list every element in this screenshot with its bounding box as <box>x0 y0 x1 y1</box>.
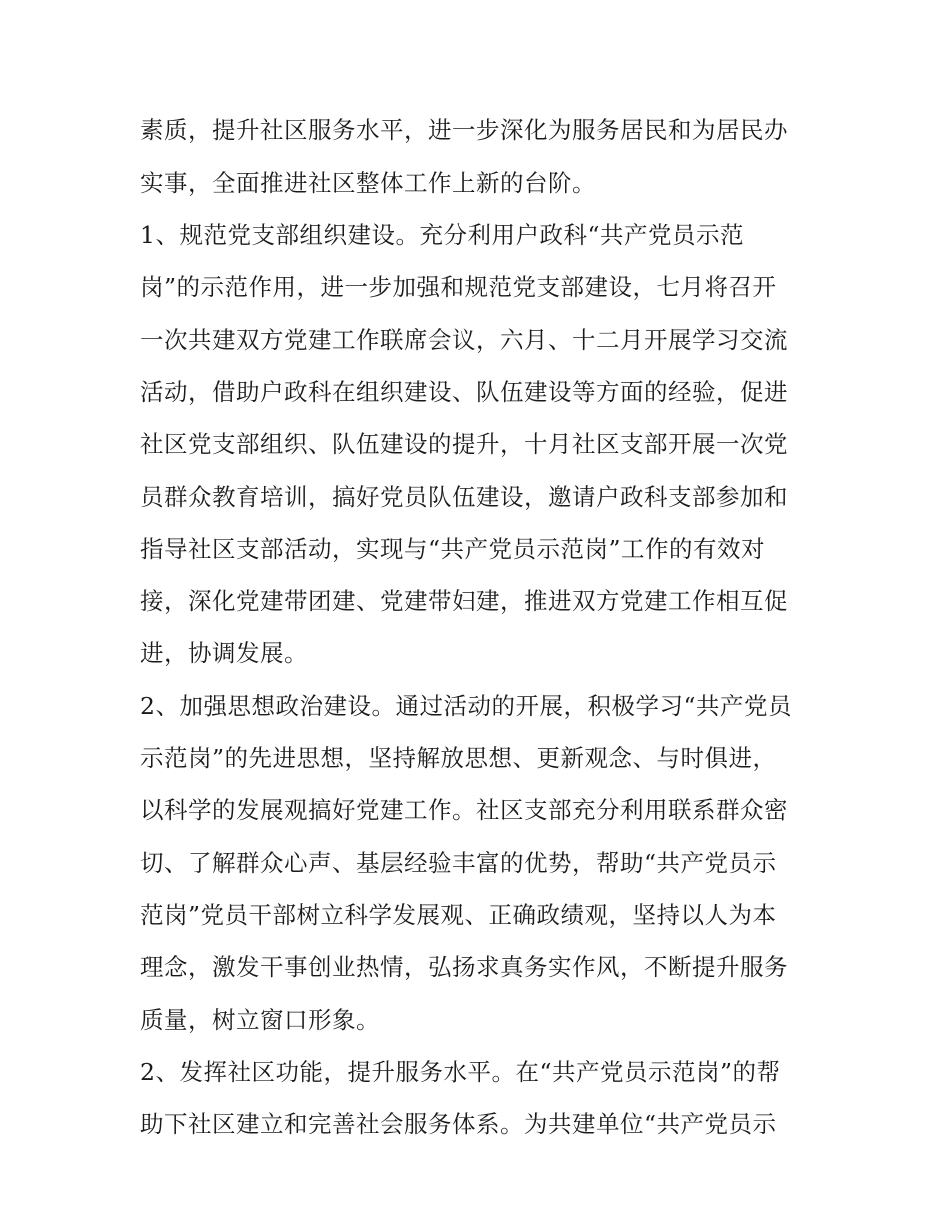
text-line: 质量，树立窗口形象。 <box>140 1006 380 1034</box>
text-line: 2、发挥社区功能，提升服务水平。在“共产党员示范岗”的帮 <box>140 1058 781 1086</box>
text-line: 示范岗”的先进思想，坚持解放思想、更新观念、与时俱进， <box>140 744 777 772</box>
text-line: 一次共建双方党建工作联席会议，六月、十二月开展学习交流 <box>140 326 788 354</box>
text-line: 以科学的发展观搞好党建工作。社区支部充分利用联系群众密 <box>140 796 788 824</box>
text-line: 范岗”党员干部树立科学发展观、正确政绩观，坚持以人为本 <box>140 901 777 929</box>
text-line: 指导社区支部活动，实现与“共产党员示范岗”工作的有效对 <box>140 535 766 563</box>
text-line: 2、加强思想政治建设。通过活动的开展，积极学习“共产党员 <box>140 692 792 720</box>
text-line: 助下社区建立和完善社会服务体系。为共建单位“共产党员示 <box>140 1110 777 1138</box>
text-line: 1、规范党支部组织建设。充分利用户政科“共产党员示范 <box>140 221 744 249</box>
text-line: 岗”的示范作用，进一步加强和规范党支部建设，七月将召开 <box>140 273 777 301</box>
text-line: 理念，激发干事创业热情，弘扬求真务实作风，不断提升服务 <box>140 953 788 981</box>
text-line: 员群众教育培训，搞好党员队伍建设，邀请户政科支部参加和 <box>140 483 788 511</box>
text-line: 活动，借助户政科在组织建设、队伍建设等方面的经验，促进 <box>140 378 788 406</box>
text-line: 切、了解群众心声、基层经验丰富的优势，帮助“共产党员示 <box>140 849 777 877</box>
text-line: 接，深化党建带团建、党建带妇建，推进双方党建工作相互促 <box>140 587 788 615</box>
text-line: 实事，全面推进社区整体工作上新的台阶。 <box>140 169 596 197</box>
text-line: 素质，提升社区服务水平，进一步深化为服务居民和为居民办 <box>140 116 788 144</box>
text-line: 进，协调发展。 <box>140 639 308 667</box>
text-line: 社区党支部组织、队伍建设的提升，十月社区支部开展一次党 <box>140 430 788 458</box>
